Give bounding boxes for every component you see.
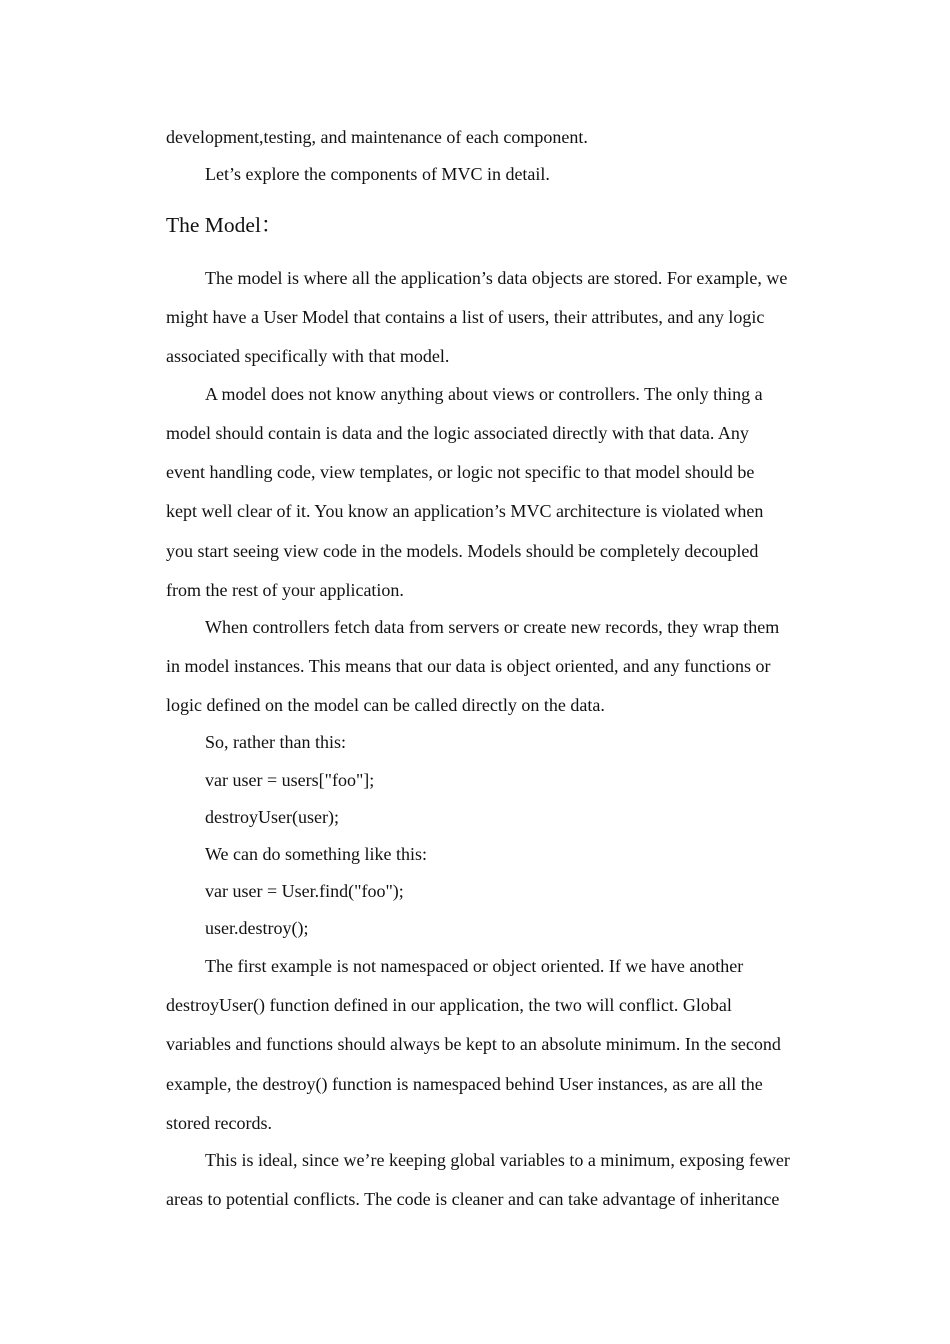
text-line: areas to potential conflicts. The code is cleaner and can take advantage of inheritance — [166, 1189, 780, 1209]
text-line: When controllers fetch data from servers or create new records, they wrap them — [205, 617, 780, 637]
text-line: Let’s explore the components of MVC in detail. — [205, 164, 550, 184]
text-line: A model does not know anything about views or controllers. The only thing a — [205, 384, 763, 404]
text-line: kept well clear of it. You know an application’s MVC architecture is violated when — [166, 501, 764, 521]
text-line: example, the destroy() function is namespaced behind User instances, as are all the — [166, 1074, 763, 1094]
text-line: from the rest of your application. — [166, 580, 404, 600]
code-line: var user = users["foo"]; — [205, 770, 375, 790]
text-line: might have a User Model that contains a list of users, their attributes, and any logic — [166, 307, 765, 327]
text-line: model should contain is data and the logic associated directly with that data. Any — [166, 423, 749, 443]
document-page — [166, 0, 830, 1344]
text-line: logic defined on the model can be called directly on the data. — [166, 695, 605, 715]
text-line: in model instances. This means that our data is object oriented, and any functions or — [166, 656, 771, 676]
text-line: destroyUser() function defined in our application, the two will conflict. Global — [166, 995, 732, 1015]
text-line: development,testing, and maintenance of each component. — [166, 127, 588, 147]
code-line: destroyUser(user); — [205, 807, 339, 827]
text-line: stored records. — [166, 1113, 272, 1133]
code-line: user.destroy(); — [205, 918, 309, 938]
text-line: event handling code, view templates, or logic not specific to that model should be — [166, 462, 755, 482]
section-heading: The Model： — [166, 213, 283, 237]
text-line: you start seeing view code in the models. Models should be completely decoupled — [166, 541, 759, 561]
text-line: The model is where all the application’s data objects are stored. For example, we — [205, 268, 788, 288]
text-line: We can do something like this: — [205, 844, 428, 864]
text-line: So, rather than this: — [205, 732, 346, 752]
code-line: var user = User.find("foo"); — [205, 881, 404, 901]
text-line: The first example is not namespaced or object oriented. If we have another — [205, 956, 744, 976]
text-line: This is ideal, since we’re keeping global variables to a minimum, exposing fewer — [205, 1150, 790, 1170]
text-line: associated specifically with that model. — [166, 346, 450, 366]
text-line: variables and functions should always be kept to an absolute minimum. In the second — [166, 1034, 781, 1054]
